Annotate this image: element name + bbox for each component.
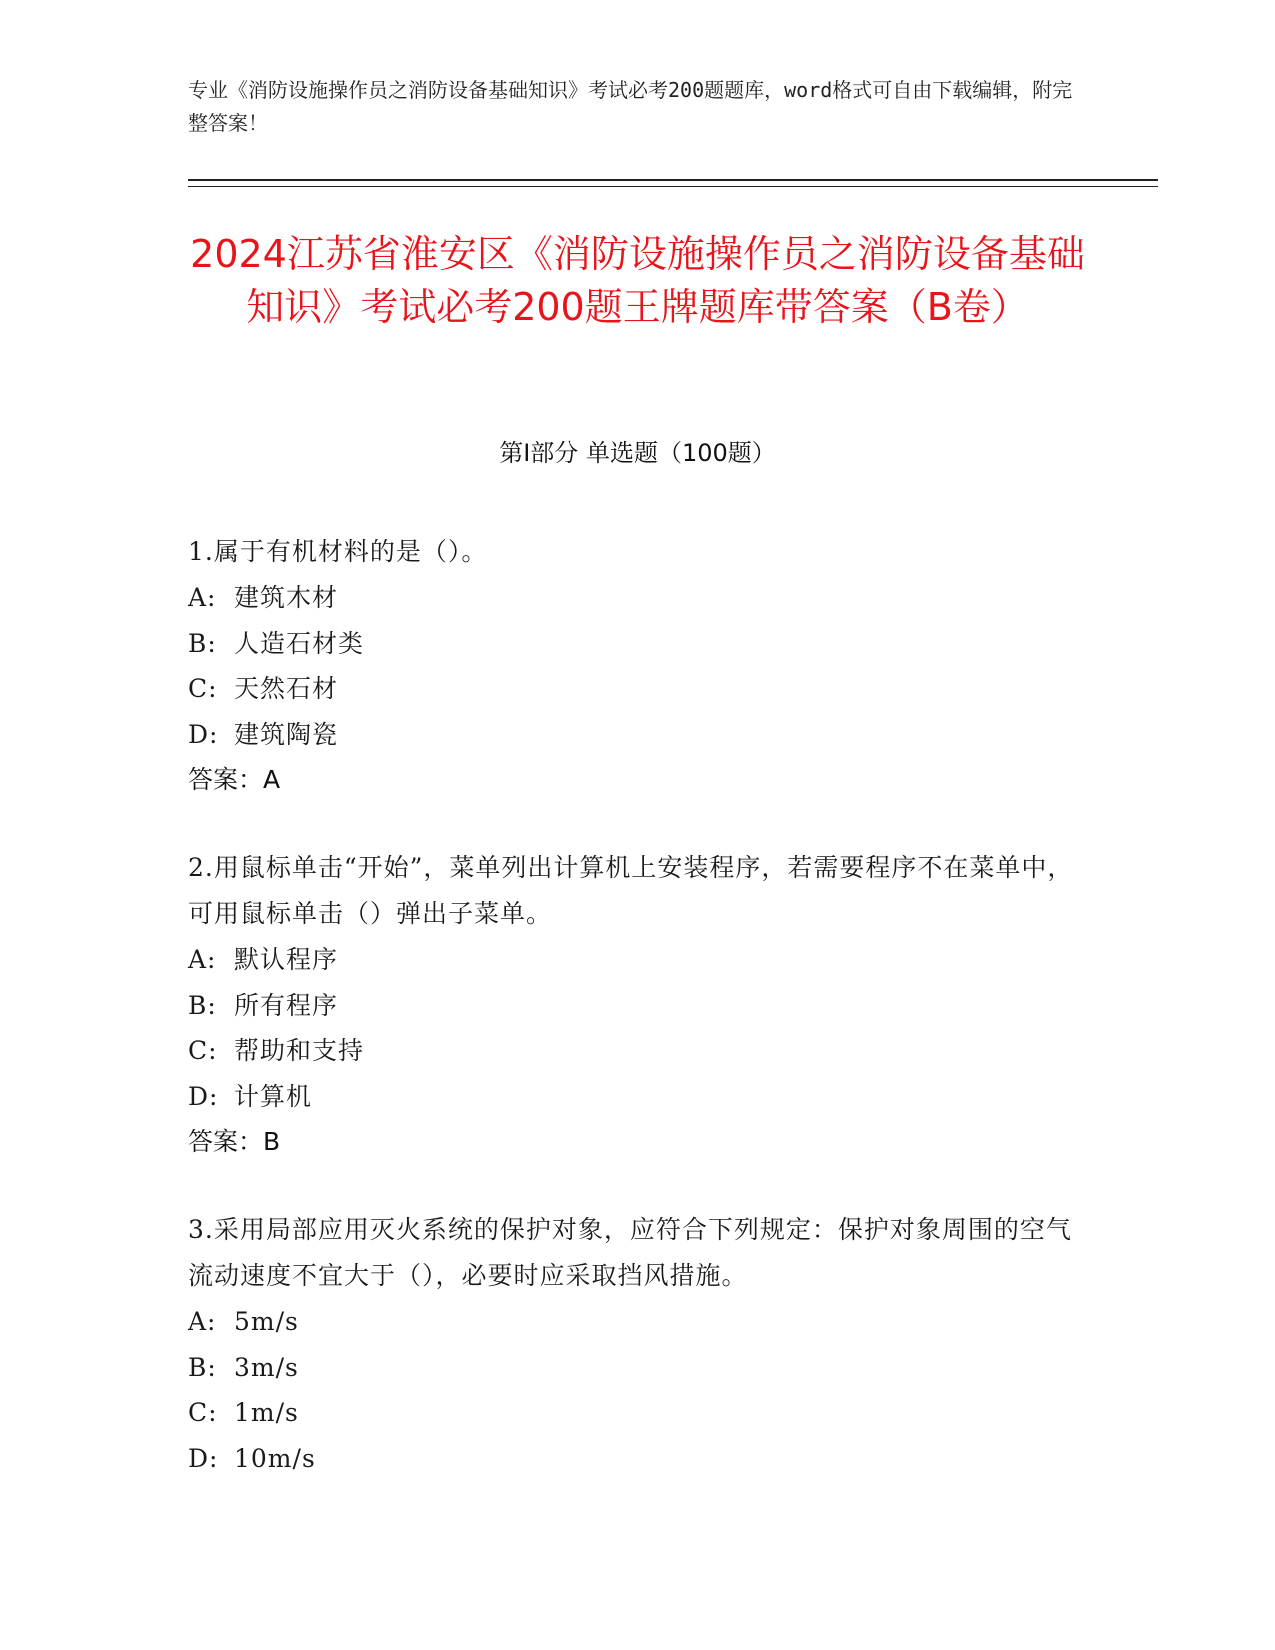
- option-b: [188, 621, 1088, 667]
- header-divider-thick: [188, 179, 1158, 181]
- option-letter: A:: [188, 1307, 217, 1336]
- option-letter: D:: [188, 719, 219, 749]
- question-item: [188, 845, 1088, 1165]
- option-text: 天然石材: [234, 674, 339, 703]
- option-letter: A:: [188, 583, 217, 612]
- option-text: 10m/s: [234, 1443, 316, 1473]
- question-item: [188, 1207, 1088, 1481]
- option-c: [188, 1390, 1088, 1436]
- option-a: [188, 1299, 1088, 1345]
- option-letter: A:: [188, 945, 217, 974]
- question-item: [188, 529, 1088, 803]
- option-text: 计算机: [234, 1081, 313, 1111]
- option-c: [188, 666, 1088, 712]
- option-text: 所有程序: [234, 990, 339, 1020]
- option-text: 5m/s: [234, 1307, 299, 1336]
- option-letter: D:: [188, 1443, 219, 1473]
- option-letter: B:: [188, 628, 217, 658]
- question-stem: 3.采用局部应用灭火系统的保护对象，应符合下列规定：保护对象周围的空气流动速度不宜大于（），必要时应采取挡风措施。: [188, 1215, 1072, 1290]
- option-b: [188, 1345, 1088, 1391]
- option-a: [188, 937, 1088, 983]
- option-letter: B:: [188, 1352, 217, 1382]
- option-letter: C:: [188, 1398, 218, 1427]
- option-d: [188, 712, 1088, 758]
- option-letter: D:: [188, 1081, 219, 1111]
- answer-line: 答案：B: [188, 1127, 281, 1156]
- question-stem: 1.属于有机材料的是（）。: [188, 537, 488, 566]
- document-title: 2024江苏省淮安区《消防设施操作员之消防设备基础知识》考试必考200题王牌题库带答案（B卷）: [190, 232, 1085, 329]
- option-text: 人造石材类: [234, 628, 365, 658]
- option-b: [188, 983, 1088, 1029]
- option-c: [188, 1028, 1088, 1074]
- option-d: [188, 1074, 1088, 1120]
- answer-line: 答案：A: [188, 765, 281, 794]
- question-stem: 2.用鼠标单击“开始”，菜单列出计算机上安装程序，若需要程序不在菜单中，可用鼠标单击（）弹出子菜单。: [188, 853, 1074, 928]
- option-a: [188, 575, 1088, 621]
- option-text: 3m/s: [234, 1352, 299, 1382]
- section-heading: 第I部分 单选题（100题）: [499, 439, 776, 467]
- option-text: 默认程序: [234, 945, 339, 974]
- header-note: 专业《消防设施操作员之消防设备基础知识》考试必考200题题库，word格式可自由下载编辑，附完整答案！: [188, 78, 1073, 135]
- option-letter: B:: [188, 990, 217, 1020]
- option-text: 帮助和支持: [234, 1036, 365, 1065]
- option-text: 建筑陶瓷: [234, 719, 339, 749]
- option-letter: C:: [188, 1036, 218, 1065]
- option-d: [188, 1436, 1088, 1482]
- option-text: 1m/s: [234, 1398, 299, 1427]
- option-letter: C:: [188, 674, 218, 703]
- option-text: 建筑木材: [234, 583, 339, 612]
- question-list: [188, 529, 1088, 1523]
- header-divider-thin: [188, 186, 1158, 187]
